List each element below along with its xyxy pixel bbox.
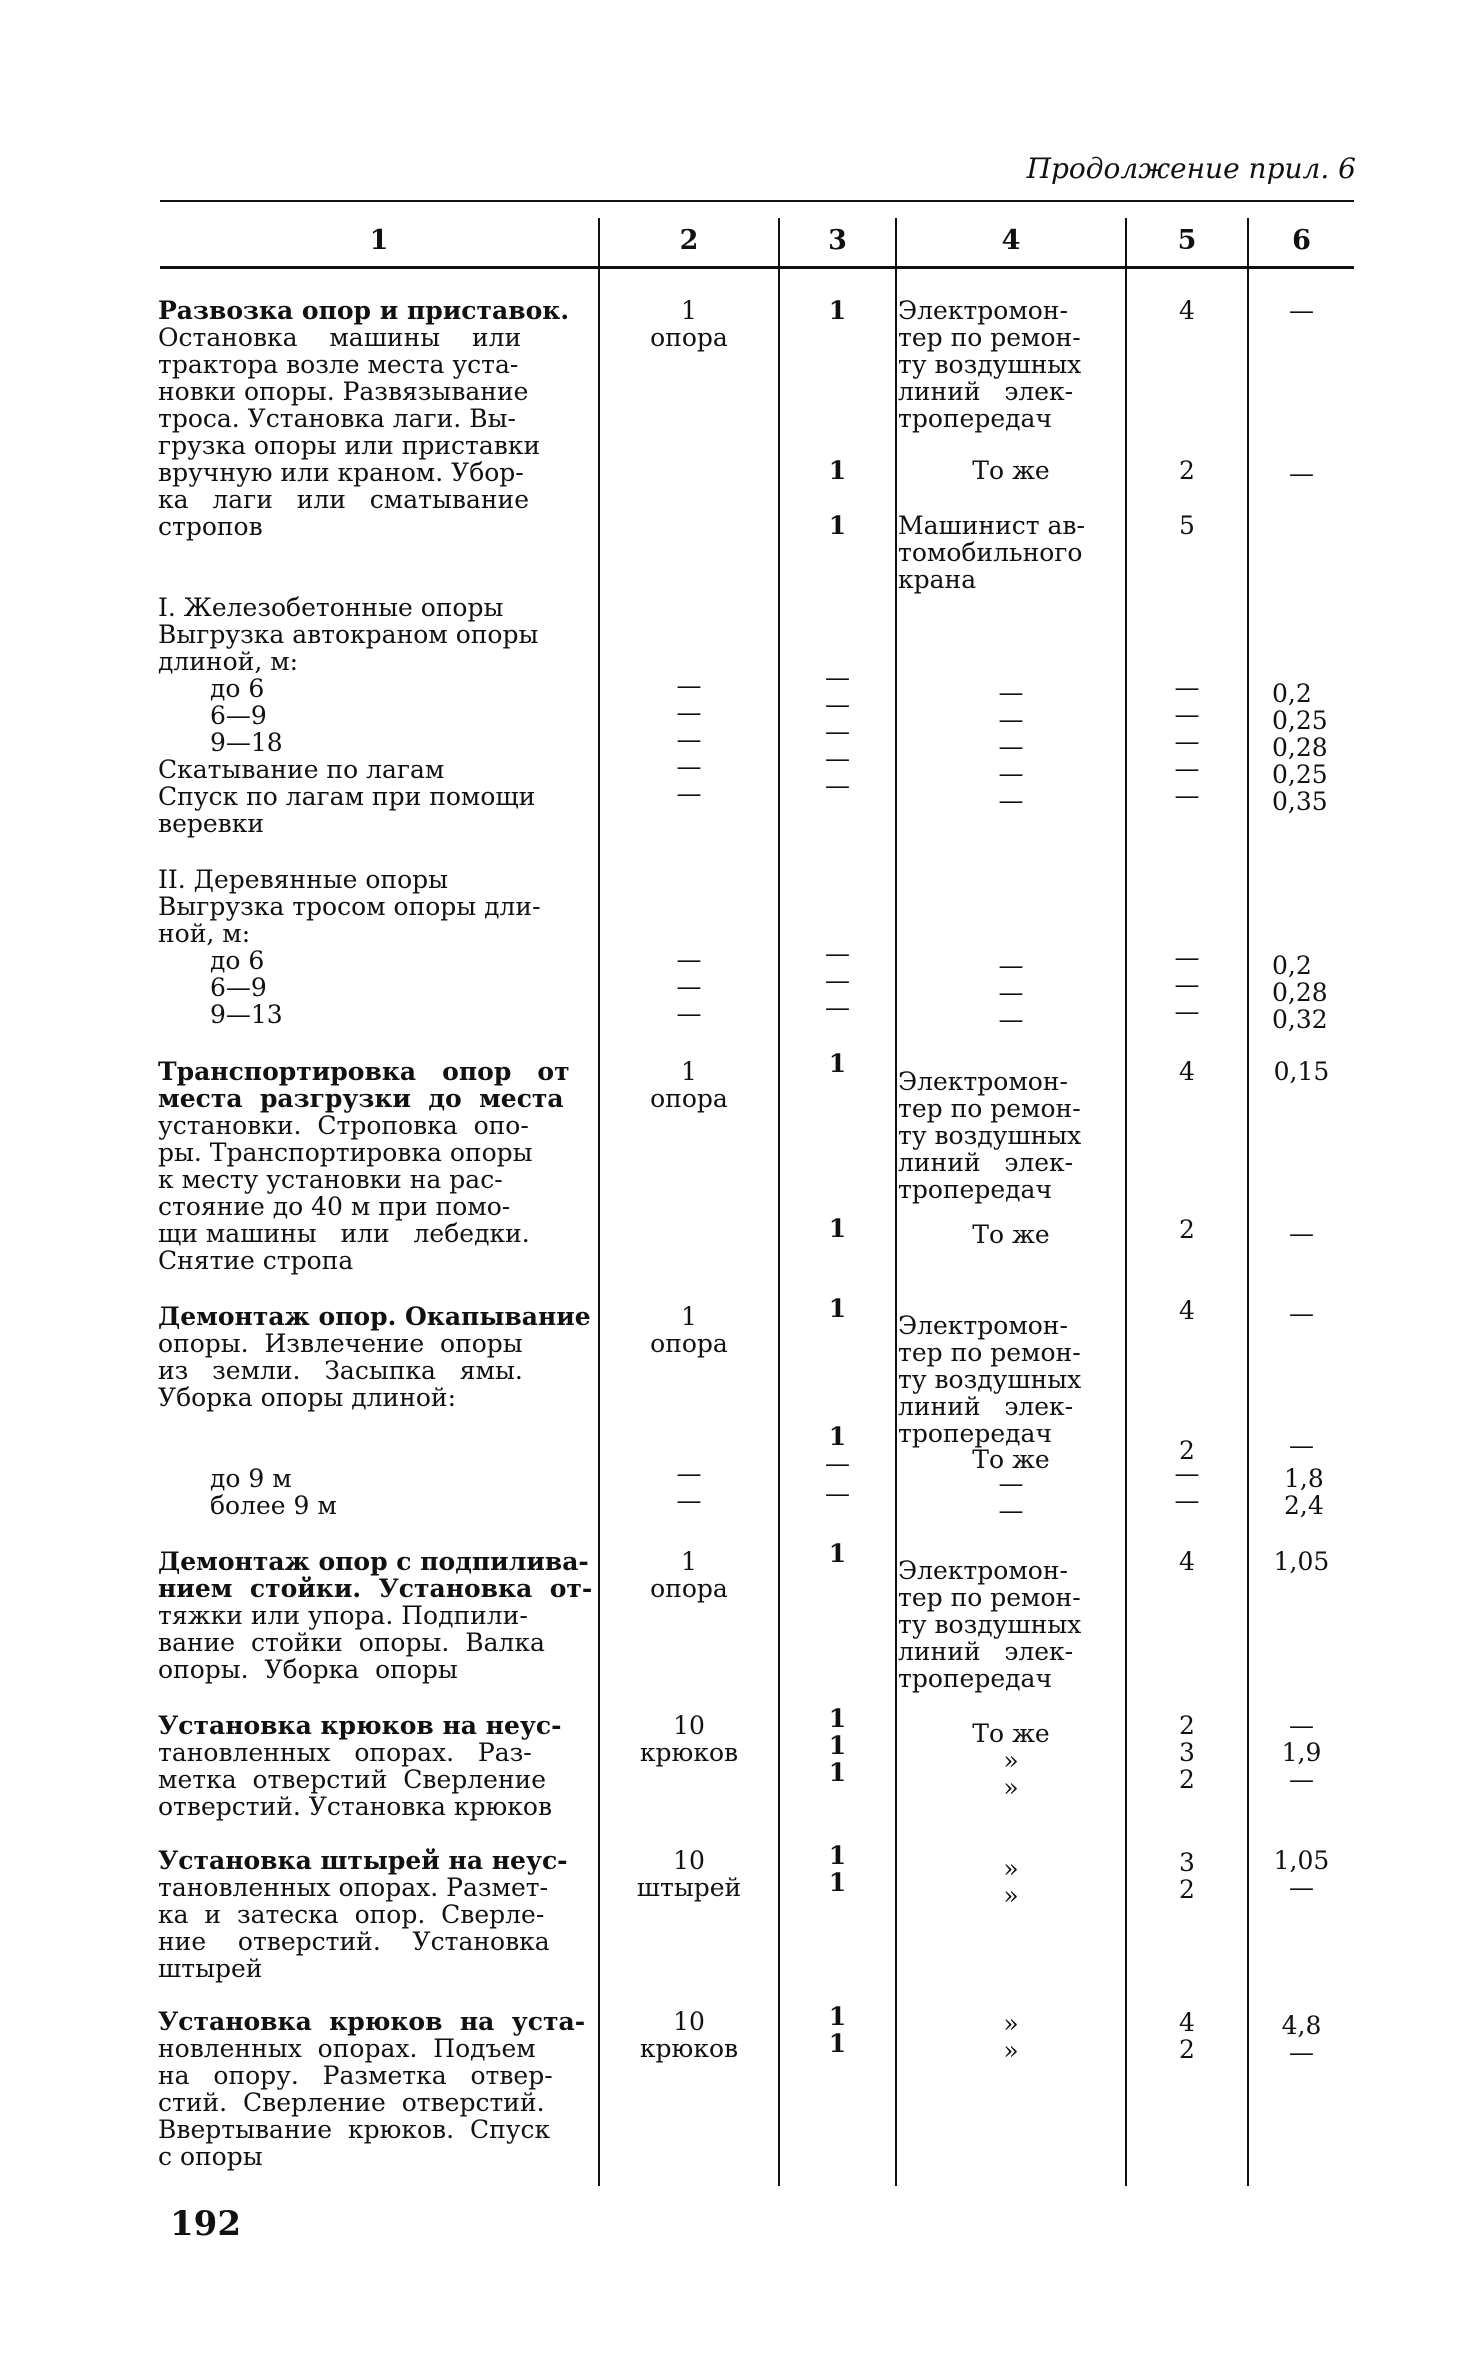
dash: — [998, 951, 1024, 980]
row-text: метка отверстий Сверление [158, 1765, 547, 1794]
row-text: из земли. Засыпка ямы. [158, 1356, 523, 1385]
dash: — [676, 752, 702, 781]
rank-cell: 4 [1179, 2008, 1195, 2037]
dash: — [825, 717, 850, 746]
page-number: 192 [170, 2204, 241, 2244]
row-text: троса. Установка лаги. Вы- [158, 404, 516, 433]
norm-cell: — [1289, 2038, 1314, 2067]
count-cell: 1 [828, 2002, 847, 2031]
row-text: на опору. Разметка отвер- [158, 2061, 553, 2090]
row-text: нием стойки. Установка от- [158, 1574, 593, 1603]
norm-cell: 0,28 [1272, 978, 1328, 1007]
dash: — [825, 939, 850, 968]
dash: — [825, 993, 850, 1022]
row-text: вручную или краном. Убор- [158, 458, 524, 487]
row-text: тановленных опорах. Раз- [158, 1738, 532, 1767]
norm-cell: — [1289, 1711, 1314, 1740]
top-rule [160, 200, 1354, 202]
unit-cell: крюков [639, 2034, 739, 2063]
header-col-1: 1 [369, 225, 389, 256]
worker-cell: » [1003, 2036, 1019, 2065]
count-cell: 1 [828, 2029, 847, 2058]
header-col-4: 4 [1001, 225, 1021, 256]
worker-cell: То же [972, 1719, 1050, 1748]
row-text: установки. Строповка опо- [158, 1111, 529, 1140]
row-text: ка лаги или сматывание [158, 485, 529, 514]
dash: — [998, 978, 1024, 1007]
count-cell: 1 [828, 1758, 847, 1787]
unit-cell: 1 [681, 1057, 697, 1086]
unit-cell: 10 [673, 1711, 705, 1740]
header-col-6: 6 [1292, 225, 1311, 256]
row-text: Демонтаж опор с подпилива- [158, 1547, 589, 1576]
worker-cell: » [1003, 2009, 1019, 2038]
row-text: более 9 м [210, 1491, 337, 1520]
header-col-3: 3 [828, 225, 847, 256]
rank-cell: 2 [1179, 2035, 1195, 2064]
norm-cell: — [1289, 1765, 1314, 1794]
dash: — [676, 779, 702, 808]
row-text: ры. Транспортировка опоры [158, 1138, 533, 1167]
row-text: отверстий. Установка крюков [158, 1792, 553, 1821]
worker-cell: линий элек- [898, 377, 1074, 406]
row-text: Уборка опоры длиной: [158, 1383, 456, 1412]
rank-cell: 2 [1179, 456, 1195, 485]
dash: — [825, 690, 850, 719]
worker-cell: ту воздушных [898, 350, 1082, 379]
dash: — [1174, 1486, 1200, 1515]
rank-cell: 2 [1179, 1875, 1195, 1904]
row-text: 6—9 [210, 973, 267, 1002]
rank-cell: 2 [1179, 1711, 1195, 1740]
count-cell: 1 [828, 1731, 847, 1760]
worker-cell: тропередач [898, 404, 1052, 433]
unit-cell: штырей [636, 1873, 742, 1902]
row-text: до 9 м [210, 1464, 292, 1493]
worker-cell: Электромон- [898, 1067, 1068, 1096]
norm-cell: 4,8 [1281, 2011, 1322, 2040]
dash: — [676, 725, 702, 754]
row-text: трактора возле места уста- [158, 350, 519, 379]
worker-cell: тропередач [898, 1175, 1052, 1204]
dash: — [998, 1496, 1024, 1525]
count-cell: 1 [828, 456, 847, 485]
row-text: Установка крюков на неус- [158, 1711, 562, 1740]
row-text: Снятие стропа [158, 1246, 354, 1275]
worker-cell: линий элек- [898, 1392, 1074, 1421]
norm-cell: 0,25 [1272, 706, 1328, 735]
norm-cell: 0,32 [1272, 1005, 1328, 1034]
row-text: II. Деревянные опоры [158, 865, 449, 894]
rank-cell: 2 [1179, 1215, 1195, 1244]
dash: — [676, 671, 702, 700]
worker-cell: То же [972, 1445, 1050, 1474]
row-text: к месту установки на рас- [158, 1165, 503, 1194]
norm-cell: 1,8 [1284, 1464, 1324, 1493]
worker-cell: линий элек- [898, 1637, 1074, 1666]
rank-cell: 4 [1179, 1057, 1195, 1086]
unit-cell: 1 [681, 296, 697, 325]
rank-cell: 3 [1179, 1848, 1195, 1877]
norm-cell: 1,9 [1281, 1738, 1322, 1767]
norm-cell: — [1289, 1431, 1314, 1460]
worker-cell: » [1003, 1773, 1019, 1802]
rank-cell: 4 [1179, 296, 1195, 325]
row-text: Спуск по лагам при помощи [158, 782, 536, 811]
dash: — [825, 1449, 850, 1478]
count-cell: 1 [828, 1841, 847, 1870]
dash: — [825, 966, 850, 995]
row-text: опоры. Уборка опоры [158, 1655, 458, 1684]
dash: — [676, 1459, 702, 1488]
row-text: вание стойки опоры. Валка [158, 1628, 545, 1657]
dash: — [998, 1005, 1024, 1034]
worker-cell: тер по ремон- [898, 1094, 1081, 1123]
rank-cell: 2 [1179, 1436, 1195, 1465]
row-text: Выгрузка автокраном опоры [158, 620, 539, 649]
row-text: 6—9 [210, 701, 267, 730]
dash: — [1174, 970, 1200, 999]
row-text: грузка опоры или приставки [158, 431, 541, 460]
rank-cell: 2 [1179, 1765, 1195, 1794]
count-cell: 1 [828, 1868, 847, 1897]
count-cell: 1 [828, 296, 847, 325]
count-cell: 1 [828, 1294, 847, 1323]
count-cell: 1 [828, 1049, 847, 1078]
worker-cell: Электромон- [898, 1556, 1068, 1585]
count-cell: 1 [828, 1539, 847, 1568]
row-text: ка и затеска опор. Сверле- [158, 1900, 545, 1929]
unit-cell: 1 [681, 1547, 697, 1576]
row-text: штырей [158, 1954, 263, 1983]
norm-cell: 0,28 [1272, 733, 1328, 762]
worker-cell: » [1003, 1881, 1019, 1910]
row-text: ние отверстий. Установка [158, 1927, 550, 1956]
dash: — [676, 1486, 702, 1515]
worker-cell: ту воздушных [898, 1610, 1082, 1639]
unit-cell: крюков [639, 1738, 739, 1767]
norm-cell: 0,15 [1273, 1057, 1330, 1086]
worker-cell: » [1003, 1854, 1019, 1883]
count-cell: 1 [828, 1422, 847, 1451]
norm-cell: 0,35 [1272, 787, 1328, 816]
worker-cell: ту воздушных [898, 1365, 1082, 1394]
row-text: Развозка опор и приставок. [158, 296, 570, 325]
row-text: тяжки или упора. Подпили- [158, 1601, 528, 1630]
worker-cell: крана [898, 565, 977, 594]
dash: — [998, 678, 1024, 707]
dash: — [1174, 997, 1200, 1026]
dash: — [1174, 1459, 1200, 1488]
dash: — [825, 771, 850, 800]
dash: — [998, 1469, 1024, 1498]
norm-cell: — [1289, 1873, 1314, 1902]
norm-cell: 0,2 [1272, 951, 1312, 980]
row-text: Установка штырей на неус- [158, 1846, 568, 1875]
row-text: длиной, м: [158, 647, 299, 676]
dash: — [1174, 673, 1200, 702]
dash: — [825, 663, 850, 692]
norm-cell: — [1289, 459, 1314, 488]
row-text: с опоры [158, 2142, 263, 2171]
dash: — [1174, 700, 1200, 729]
row-text: веревки [158, 809, 265, 838]
row-text: 9—18 [210, 728, 283, 757]
dash: — [998, 705, 1024, 734]
count-cell: 1 [828, 511, 847, 540]
row-text: тановленных опорах. Размет- [158, 1873, 549, 1902]
dash: — [825, 1479, 850, 1508]
row-text: Демонтаж опор. Окапывание [158, 1302, 591, 1331]
worker-cell: тропередач [898, 1664, 1052, 1693]
unit-cell: опора [650, 323, 728, 352]
dash: — [1174, 754, 1200, 783]
norm-cell: 1,05 [1273, 1846, 1330, 1875]
rank-cell: 5 [1179, 511, 1195, 540]
rank-cell: 3 [1179, 1738, 1195, 1767]
row-text: новки опоры. Развязывание [158, 377, 529, 406]
dash: — [825, 744, 850, 773]
norm-cell: 0,2 [1272, 679, 1312, 708]
worker-cell: » [1003, 1746, 1019, 1775]
row-text: Выгрузка тросом опоры дли- [158, 892, 541, 921]
unit-cell: 10 [673, 2007, 705, 2036]
row-text: Ввертывание крюков. Спуск [158, 2115, 551, 2144]
dash: — [676, 698, 702, 727]
row-text: ной, м: [158, 919, 251, 948]
row-text: места разгрузки до места [158, 1084, 564, 1113]
row-text: до 6 [210, 674, 265, 703]
row-text: Установка крюков на уста- [158, 2007, 586, 2036]
dash: — [1174, 781, 1200, 810]
header-col-5: 5 [1177, 225, 1197, 256]
dash: — [1174, 943, 1200, 972]
row-text: I. Железобетонные опоры [158, 593, 504, 622]
unit-cell: опора [650, 1574, 728, 1603]
row-text: щи машины или лебедки. [158, 1219, 530, 1248]
row-text: Скатывание по лагам [158, 755, 445, 784]
rank-cell: 4 [1179, 1547, 1195, 1576]
row-text: стояние до 40 м при помо- [158, 1192, 511, 1221]
header-col-2: 2 [679, 225, 699, 256]
dash: — [998, 759, 1024, 788]
unit-cell: опора [650, 1329, 728, 1358]
worker-cell: Электромон- [898, 296, 1068, 325]
norm-cell: — [1289, 1219, 1314, 1248]
norm-cell: — [1289, 296, 1314, 325]
dash: — [676, 999, 702, 1028]
row-text: стропов [158, 512, 263, 541]
row-text: Транспортировка опор от [158, 1057, 570, 1086]
worker-cell: Машинист ав- [898, 511, 1085, 540]
worker-cell: тер по ремон- [898, 323, 1081, 352]
dash: — [676, 972, 702, 1001]
dash: — [998, 732, 1024, 761]
norm-cell: 2,4 [1284, 1491, 1324, 1520]
norm-cell: — [1289, 1299, 1314, 1328]
norm-cell: 0,25 [1272, 760, 1328, 789]
worker-cell: томобильного [898, 538, 1083, 567]
row-text: 9—13 [210, 1000, 283, 1029]
unit-cell: 10 [673, 1846, 705, 1875]
continuation-label: Продолжение прил. 6 [1026, 152, 1356, 185]
norm-cell: 1,05 [1273, 1547, 1330, 1576]
row-text: до 6 [210, 946, 265, 975]
unit-cell: опора [650, 1084, 728, 1113]
count-cell: 1 [828, 1704, 847, 1733]
worker-cell: тер по ремон- [898, 1338, 1081, 1367]
dash: — [1174, 727, 1200, 756]
worker-cell: тер по ремон- [898, 1583, 1081, 1612]
rank-cell: 4 [1179, 1296, 1195, 1325]
count-cell: 1 [828, 1214, 847, 1243]
worker-cell: ту воздушных [898, 1121, 1082, 1150]
worker-cell: Электромон- [898, 1311, 1068, 1340]
unit-cell: 1 [681, 1302, 697, 1331]
row-text: стий. Сверление отверстий. [158, 2088, 545, 2117]
dash: — [998, 786, 1024, 815]
dash: — [676, 945, 702, 974]
row-text: новленных опорах. Подъем [158, 2034, 536, 2063]
worker-cell: линий элек- [898, 1148, 1074, 1177]
row-text: Остановка машины или [158, 323, 522, 352]
worker-cell: тропередач [898, 1419, 1052, 1448]
row-text: опоры. Извлечение опоры [158, 1329, 523, 1358]
header-rule [160, 266, 1354, 269]
worker-cell: То же [972, 456, 1050, 485]
worker-cell: То же [972, 1220, 1050, 1249]
